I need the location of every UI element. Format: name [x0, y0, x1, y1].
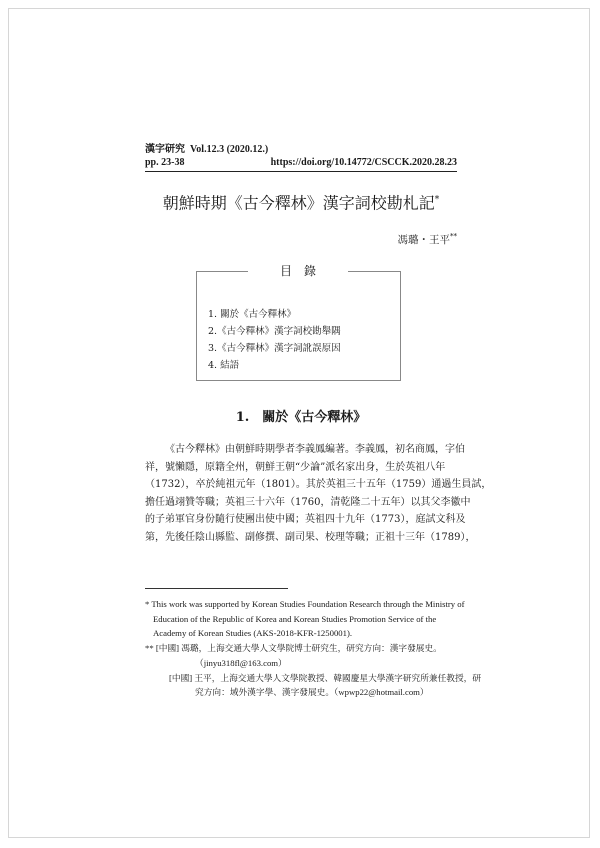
- toc-item[interactable]: 1. 關於《古今釋林》: [208, 309, 297, 320]
- page-range: pp. 23-38: [145, 157, 185, 168]
- footnote-line: Education of the Republic of Korea and Korean Studies Promotion Service of the: [153, 613, 437, 624]
- author-line: [145, 232, 457, 247]
- journal-volume: [145, 143, 268, 156]
- toc-heading: 目錄: [248, 263, 348, 279]
- footnote-line: 究方向：域外漢字學、漢字發展史。（wpwp22@hotmail.com）: [195, 687, 429, 698]
- body-line: 擔任過翊贊等職；英祖三十六年（1760，清乾隆二十五年）以其父李徽中: [145, 496, 471, 508]
- footnote-line: ** [中國] 馮璐，上海交通大學人文學院博士研究生，研究方向：漢字發展史。: [145, 643, 442, 654]
- body-line: 第，先後任陰山縣監、副修撰、副司果、校理等職；正祖十三年（1789），: [145, 531, 476, 543]
- paper-title: [145, 190, 457, 213]
- footnote-divider: [145, 588, 288, 589]
- volume-info: Vol.12.3 (2020.12.): [190, 144, 269, 155]
- journal-header: [145, 143, 457, 169]
- toc-item[interactable]: 3.《古今釋林》漢字詞訛誤原因: [208, 343, 341, 354]
- author-footnote-mark[interactable]: **: [450, 232, 457, 241]
- toc-list: [208, 306, 341, 374]
- toc-item[interactable]: 2.《古今釋林》漢字詞校勘舉隅: [208, 326, 341, 337]
- footnote-line: [中國] 王平，上海交通大學人文學院教授、韓國慶星大學漢字研究所兼任教授，研: [169, 672, 482, 683]
- footnote-line: * This work was supported by Korean Studies Foundation Research through the Ministry of: [145, 599, 465, 609]
- footnotes: [145, 597, 482, 700]
- body-text: [145, 441, 492, 547]
- body-line: 的子弟軍官身份隨行使團出使中國；英祖四十九年（1773），庭試文科及: [145, 514, 466, 526]
- body-line: 《古今釋林》由朝鮮時期學者李義鳳編著。李義鳳，初名商鳳，字伯: [165, 444, 465, 455]
- journal-name: 漢字研究: [145, 144, 185, 155]
- body-line: （1732），卒於純祖元年（1801）。其於英祖三十五年（1759）通過生員試，: [145, 479, 492, 491]
- section-heading: 1. 關於《古今釋林》: [235, 410, 367, 425]
- title-footnote-mark[interactable]: *: [434, 195, 440, 205]
- toc-item[interactable]: 4. 結語: [208, 360, 240, 371]
- header-divider: [145, 171, 457, 172]
- title-text: 朝鮮時期《古今釋林》漢字詞校勘札記: [162, 193, 435, 213]
- body-line: 祥，號懶隱，原籍全州，朝鮮王朝“少論”派名家出身，生於英祖八年: [145, 461, 446, 473]
- author-names: 馮璐・王平: [397, 234, 450, 246]
- doi-link[interactable]: https://doi.org/10.14772/CSCCK.2020.28.23: [270, 157, 457, 168]
- footnote-email[interactable]: （jinyu318fl@163.com）: [195, 657, 287, 668]
- footnote-line: Academy of Korean Studies (AKS-2018-KFR-1250001).: [153, 628, 353, 639]
